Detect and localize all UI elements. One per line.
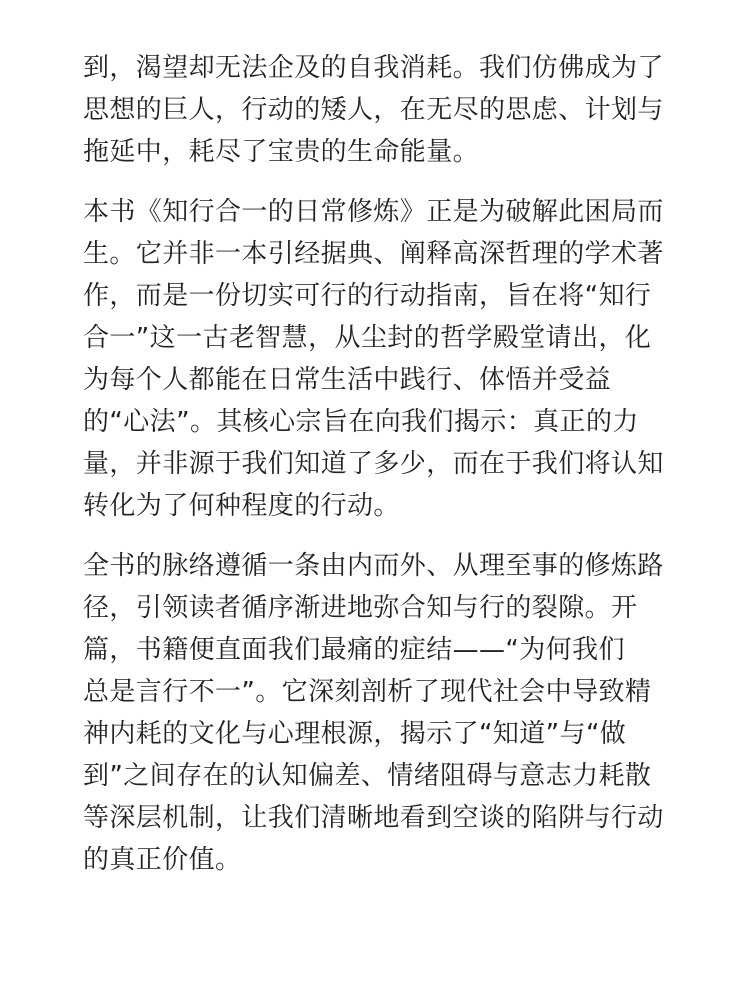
text-line: 作，而是一份切实可行的行动指南，旨在将“知行 bbox=[83, 281, 652, 311]
text-line: 到，渴望却无法企及的自我消耗。我们仿佛成为了 bbox=[83, 53, 664, 83]
text-line: 生。它并非一本引经据典、阐释高深哲理的学术著 bbox=[83, 239, 664, 269]
text-line: 为每个人都能在日常生活中践行、体悟并受益 bbox=[83, 365, 612, 395]
text-line: 拖延中，耗尽了宝贵的生命能量。 bbox=[83, 137, 480, 167]
paragraph-3 bbox=[83, 545, 673, 881]
body-text bbox=[83, 47, 673, 899]
paragraph-1 bbox=[83, 47, 673, 173]
text-line: 篇，书籍便直面我们最痛的症结——“为何我们 bbox=[83, 635, 625, 665]
text-line: 转化为了何种程度的行动。 bbox=[83, 491, 400, 521]
text-line: 全书的脉络遵循一条由内而外、从理至事的修炼路 bbox=[83, 551, 664, 581]
text-line: 思想的巨人，行动的矮人，在无尽的思虑、计划与 bbox=[83, 95, 664, 125]
text-line: 本书《知行合一的日常修炼》正是为破解此困局而 bbox=[83, 197, 664, 227]
text-line: 径，引领读者循序渐进地弥合知与行的裂隙。开 bbox=[83, 593, 638, 623]
text-line: 等深层机制，让我们清晰地看到空谈的陷阱与行动 bbox=[83, 803, 664, 833]
text-line: 的真正价值。 bbox=[83, 845, 242, 875]
text-line: 神内耗的文化与心理根源，揭示了“知道”与“做 bbox=[83, 719, 627, 749]
text-line: 合一”这一古老智慧，从尘封的哲学殿堂请出，化 bbox=[83, 323, 652, 353]
text-line: 总是言行不一”。它深刻剖析了现代社会中导致精 bbox=[83, 677, 652, 707]
paragraph-2 bbox=[83, 191, 673, 527]
text-line: 到”之间存在的认知偏差、情绪阻碍与意志力耗散 bbox=[83, 761, 652, 791]
text-line: 的“心法”。其核心宗旨在向我们揭示：真正的力 bbox=[83, 407, 639, 437]
text-line: 量，并非源于我们知道了多少，而在于我们将认知 bbox=[83, 449, 664, 479]
